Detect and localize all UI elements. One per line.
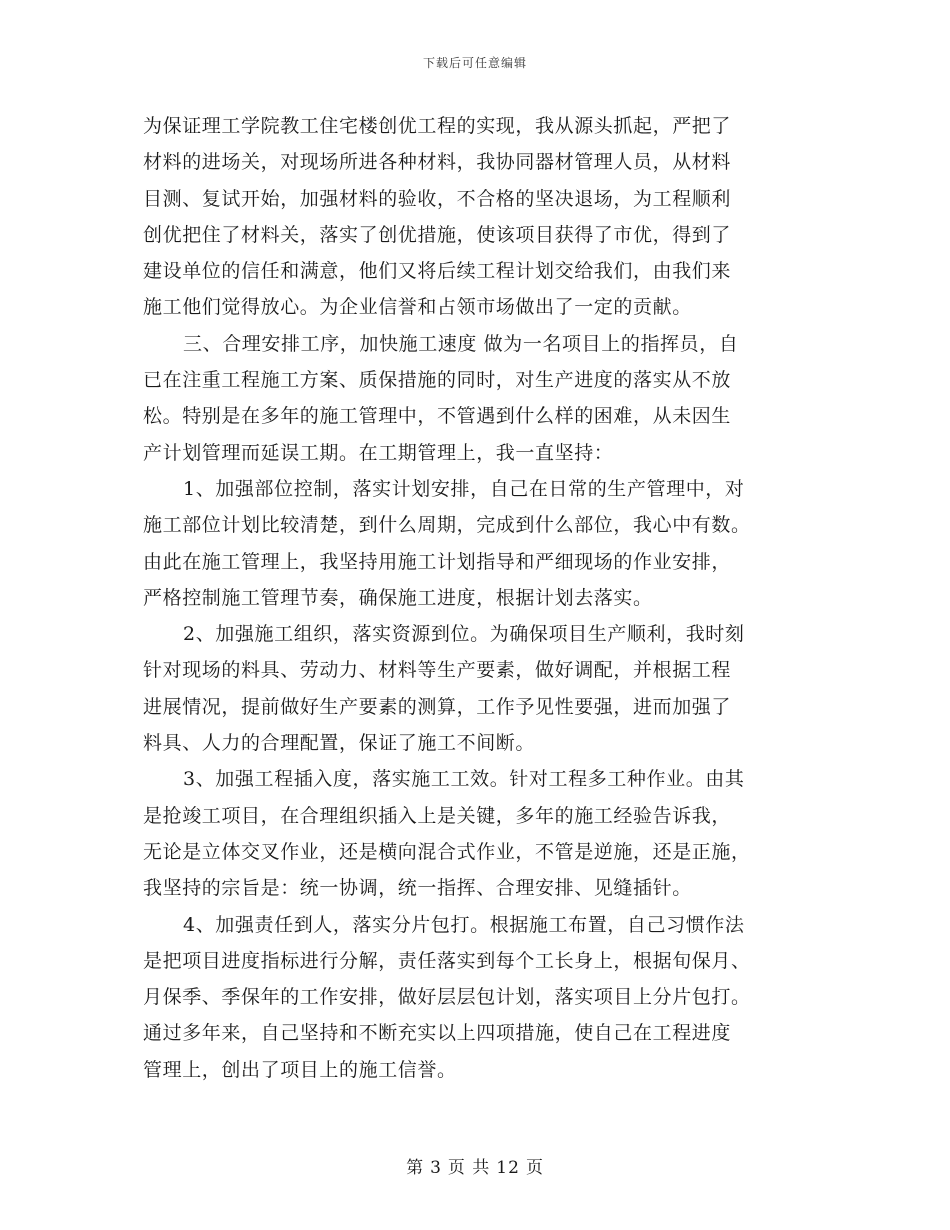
text-line: 施工部位计划比较清楚，到什么周期，完成到什么部位，我心中有数。 [143, 514, 751, 537]
list-item-line: 2、加强施工组织，落实资源到位。为确保项目生产顺利，我时刻 [183, 623, 745, 646]
text-line: 月保季、季保年的工作安排，做好层层包计划，落实项目上分片包打。 [143, 986, 751, 1009]
list-item-line: 3、加强工程插入度，落实施工工效。针对工程多工种作业。由其 [183, 768, 745, 791]
page-footer [0, 1153, 950, 1178]
text-line: 无论是立体交叉作业，还是横向混合式作业，不管是逆施，还是正施， [143, 840, 751, 863]
text-line: 创优把住了材料关，落实了创优措施，使该项目获得了市优，得到了 [143, 223, 732, 246]
text-line: 严格控制施工管理节奏，确保施工进度，根据计划去落实。 [143, 586, 653, 609]
page-number-middle: 页 共 [447, 1158, 491, 1178]
text-line: 针对现场的料具、劳动力、材料等生产要素，做好调配，并根据工程 [143, 659, 732, 682]
text-line: 由此在施工管理上，我坚持用施工计划指导和严细现场的作业安排， [143, 550, 732, 573]
text-line: 料具、人力的合理配置，保证了施工不间断。 [143, 732, 536, 755]
text-line: 目测、复试开始，加强材料的验收，不合格的坚决退场，为工程顺利 [143, 187, 732, 210]
total-pages-number: 12 [496, 1158, 520, 1178]
text-line: 是抢竣工项目，在合理组织插入上是关键，多年的施工经验告诉我， [143, 804, 732, 827]
text-line: 施工他们觉得放心。为企业信誉和占领市场做出了一定的贡献。 [143, 296, 692, 319]
text-line: 材料的进场关，对现场所进各种材料，我协同器材管理人员，从材料 [143, 151, 732, 174]
text-line: 建设单位的信任和满意，他们又将后续工程计划交给我们，由我们来 [143, 260, 732, 283]
page-number-prefix: 第 [406, 1158, 425, 1178]
document-body [143, 108, 807, 1088]
text-line: 产计划管理而延误工期。在工期管理上，我一直坚持： [143, 441, 614, 464]
list-item-line: 4、加强责任到人，落实分片包打。根据施工布置，自己习惯作法 [183, 913, 745, 936]
page-header: 下载后可任意编辑 [422, 56, 527, 70]
current-page-number: 3 [430, 1158, 442, 1178]
text-line: 进展情况，提前做好生产要素的测算，工作予见性要强，进而加强了 [143, 695, 732, 718]
text-line: 管理上，创出了项目上的施工信誉。 [143, 1058, 457, 1081]
text-line: 是把项目进度指标进行分解，责任落实到每个工长身上，根据旬保月、 [143, 949, 751, 972]
text-line: 为保证理工学院教工住宅楼创优工程的实现，我从源头抓起，严把了 [143, 115, 732, 137]
page-number-suffix: 页 [525, 1158, 544, 1178]
text-line: 通过多年来，自己坚持和不断充实以上四项措施，使自己在工程进度 [143, 1022, 732, 1045]
text-line: 我坚持的宗旨是：统一协调，统一指挥、合理安排、见缝插针。 [143, 877, 692, 900]
list-item-line: 1、加强部位控制，落实计划安排，自己在日常的生产管理中，对 [183, 477, 745, 500]
section-heading-line: 三、合理安排工序，加快施工速度 做为一名项目上的指挥员，自 [183, 332, 739, 355]
text-line: 松。特别是在多年的施工管理中，不管遇到什么样的困难，从未因生 [143, 405, 732, 428]
text-line: 已在注重工程施工方案、质保措施的同时，对生产进度的落实从不放 [143, 369, 732, 392]
